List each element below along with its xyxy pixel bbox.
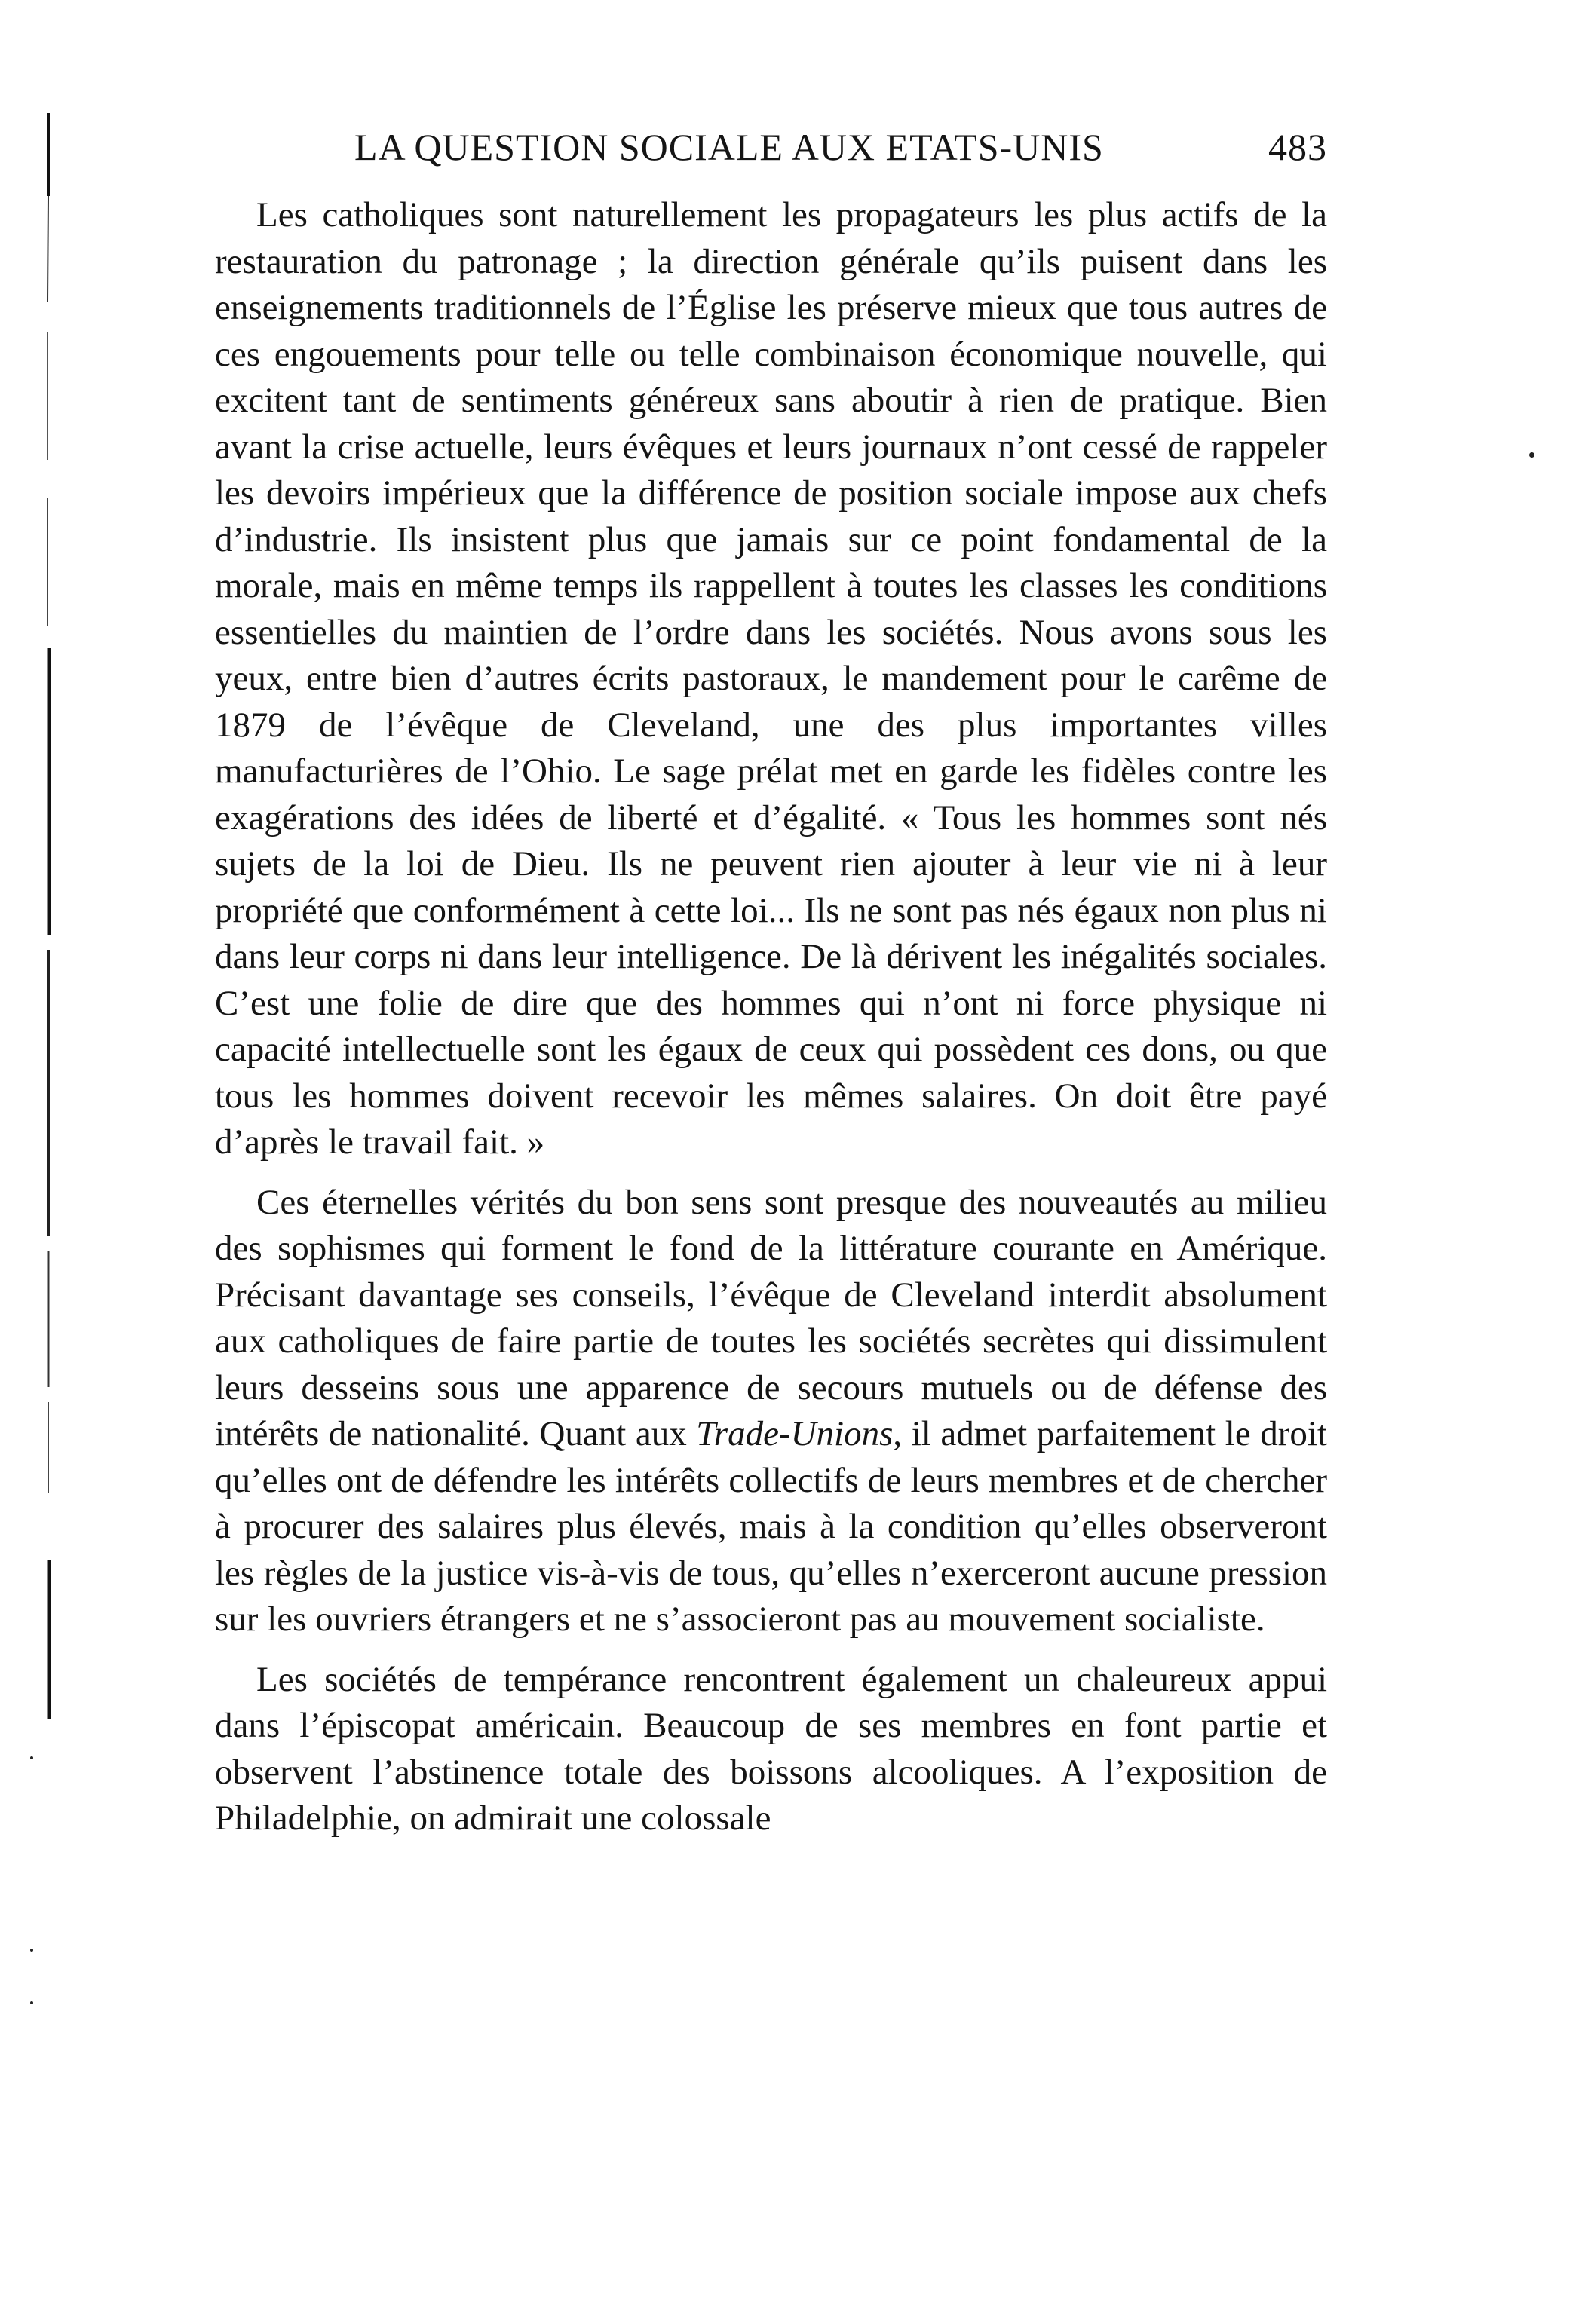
body-text [215, 192, 1327, 1842]
scan-speck [1529, 452, 1534, 458]
page-header [354, 121, 1327, 173]
scan-speck [30, 1756, 33, 1759]
scan-speck [30, 1949, 33, 1952]
paragraph-temperance: Les sociétés de tempérance rencontrent également un chaleureux appui dans l’épiscopat américain. Beaucoup de ses membres en font partie et observent l’abstinence totale des boissons alcooliques. A l’exposition de Philadelphie, on admirait une colossale [215, 1659, 1327, 1838]
paragraph-cleveland-bishop [215, 1180, 1327, 1643]
paragraph-text: , il admet parfaitement le droit qu’elles ont de défendre les intérêts collectifs de leurs membres et de chercher à procurer des salaires plus élevés, mais à la condition qu’elles observeront les règles de la justice vis-à-vis de tous, qu’elles n’exerceront aucune pression sur les ouvriers étrangers et ne s’associeront pas au mouvement socialiste. [215, 1414, 1327, 1639]
page-edge-scan-marks [23, 106, 53, 1824]
running-title: LA QUESTION SOCIALE AUX ETATS-UNIS [354, 126, 1104, 168]
paragraph-text: Ces éternelles vérités du bon sens sont presque des nouveautés au milieu des sophismes qui forment le fond de la littérature courante en Amérique. Précisant davantage ses conseils, l’évêque de Cleveland interdit absolument aux catholiques de faire partie de toutes les sociétés secrètes qui dissimulent leurs desseins sous une apparence de secours mutuels ou de défense des intérêts de nationalité. Quant aux [215, 1182, 1327, 1453]
paragraph-catholics: Les catholiques sont naturellement les propagateurs les plus actifs de la restauration du patronage ; la direction générale qu’ils puisent dans les enseignements traditionnels de l’Église les préserve mieux que tous autres de ces engouements pour telle ou telle combinaison économique nouvelle, qui excitent tant de sentiments généreux sans aboutir à rien de pratique. Bien avant la crise actuelle, leurs évêques et leurs journaux n’ont cessé de rappeler les devoirs impérieux que la différence de position sociale impose aux chefs d’industrie. Ils insistent plus que jamais sur ce point fondamental de la morale, mais en même temps ils rappellent à toutes les classes les conditions essentielles du maintien de l’ordre dans les sociétés. Nous avons sous les yeux, entre bien d’autres écrits pastoraux, le mandement pour le carême de 1879 de l’évêque de Cleveland, une des plus importantes villes manufacturières de l’Ohio. Le sage prélat met en garde les fidèles contre les exagérations des idées de liberté et d’égalité. « Tous les hommes sont nés sujets de la loi de Dieu. Ils ne peuvent rien ajouter à leur vie ni à leur propriété que conformément à cette loi... Ils ne sont pas nés égaux non plus ni dans leur corps ni dans leur intelligence. De là dérivent les inégalités sociales. C’est une folie de dire que des hommes qui n’ont ni force physique ni capacité intellectuelle sont les égaux de ceux qui possèdent ces dons, ou que tous les hommes doivent recevoir les mêmes salaires. On doit être payé d’après le travail fait. » [215, 195, 1327, 1162]
page-number: 483 [1268, 126, 1327, 168]
scan-speck [30, 2001, 33, 2004]
italic-term: Trade-Unions [696, 1414, 894, 1453]
